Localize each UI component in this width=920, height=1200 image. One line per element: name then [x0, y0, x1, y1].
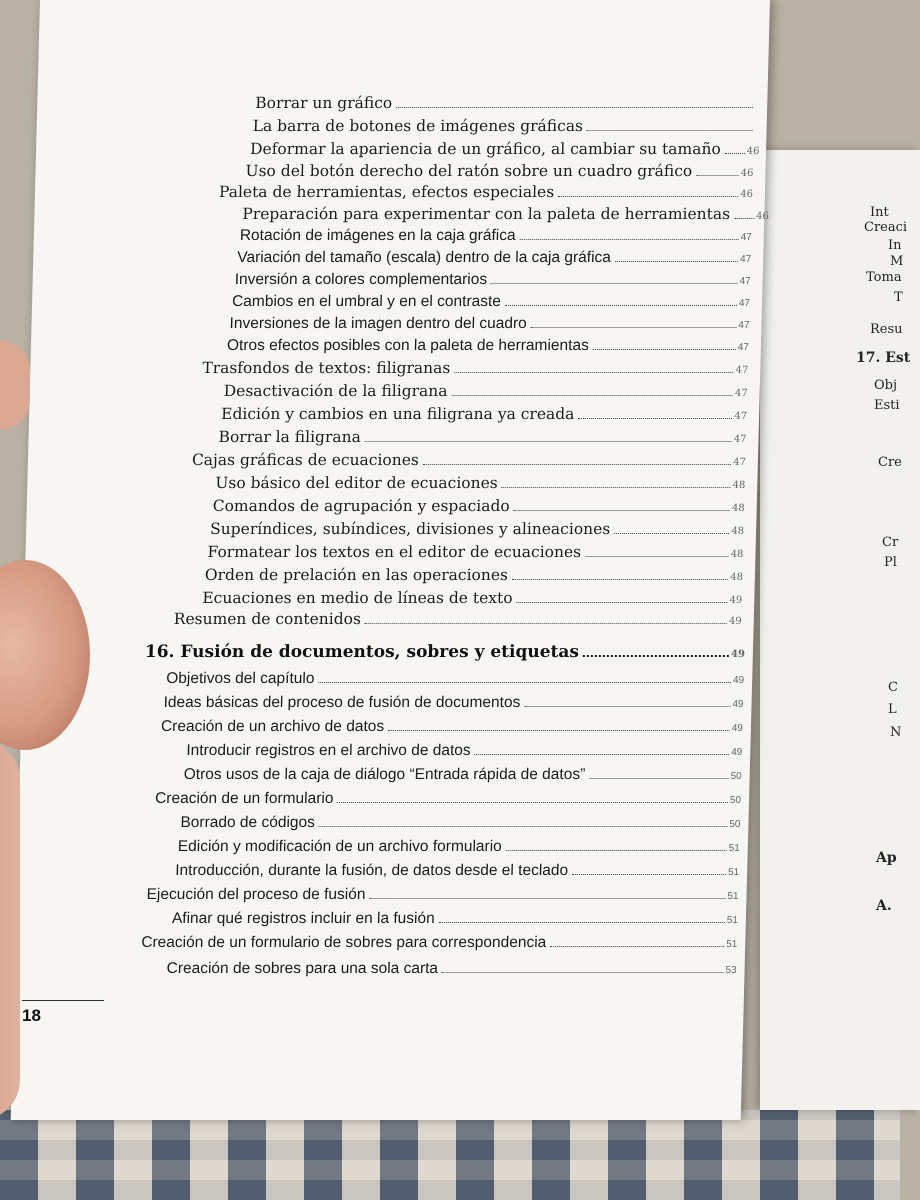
- toc-entry: Resumen de contenidos 49: [173, 610, 742, 628]
- toc-entry: La barra de botones de imágenes gráficas: [252, 117, 754, 135]
- toc-entry: Desactivación de la filigrana 47: [223, 382, 748, 400]
- finger-top: [0, 340, 30, 430]
- toc-entry: Comandos de agrupación y espaciado 48: [212, 497, 745, 515]
- toc-entry: Paleta de herramientas, efectos especiales 46: [218, 183, 754, 201]
- toc-entry: Otros usos de la caja de diálogo “Entrada rápida de datos” 50: [183, 766, 742, 783]
- thumb-base: [0, 740, 20, 1120]
- toc-entry: Creación de un formulario de sobres para correspondencia 51: [141, 934, 738, 951]
- toc-entry: Borrar un gráfico: [255, 94, 755, 112]
- toc-entry: Inversión a colores complementarios 47: [234, 271, 751, 288]
- toc-entry: Cambios en el umbral y en el contraste 47: [231, 293, 751, 310]
- page-number: 18: [22, 1006, 41, 1025]
- page-number-rule: [22, 1000, 104, 1001]
- toc-entry: Edición y cambios en una filigrana ya creada 47: [220, 405, 748, 423]
- facing-page-fragment: Obj: [874, 378, 898, 393]
- book-page: [11, 0, 770, 1120]
- toc-entry: Ejecución del proceso de fusión 51: [146, 886, 739, 903]
- toc-entry: Ecuaciones en medio de líneas de texto 49: [202, 589, 743, 607]
- toc-entry: Introducir registros en el archivo de datos 49: [186, 742, 743, 759]
- facing-page-fragment: C: [888, 680, 898, 695]
- facing-page: [760, 150, 920, 1110]
- toc-entry: Creación de un formulario 50: [154, 790, 742, 807]
- tablecloth-background: [0, 1110, 900, 1200]
- facing-page-fragment: N: [890, 725, 902, 740]
- facing-page-fragment: Resu: [870, 322, 903, 337]
- toc-entry: Cajas gráficas de ecuaciones 47: [191, 451, 747, 469]
- toc-entry: Trasfondos de textos: filigranas 47: [202, 359, 749, 377]
- toc-entry: Uso del botón derecho del ratón sobre un cuadro gráfico 46: [245, 162, 754, 180]
- chapter-heading: 16. Fusión de documentos, sobres y etiquetas 49: [144, 642, 746, 662]
- toc-entry: Objetivos del capítulo 49: [166, 670, 745, 687]
- toc-entry: Deformar la apariencia de un gráfico, al cambiar su tamaño 46: [249, 140, 760, 158]
- toc-entry: Borrar la filigrana 47: [218, 428, 747, 446]
- toc-entry: Variación del tamaño (escala) dentro de la caja gráfica 47: [237, 249, 752, 266]
- toc-entry: Rotación de imágenes en la caja gráfica 47: [239, 227, 752, 244]
- toc-entry: Creación de un archivo de datos 49: [160, 718, 744, 735]
- toc-entry: Edición y modificación de un archivo formulario 51: [177, 838, 740, 855]
- facing-page-fragment: Esti: [874, 398, 900, 413]
- facing-page-fragment: In: [888, 238, 902, 253]
- toc-entry: Afinar qué registros incluir en la fusión 51: [171, 910, 739, 927]
- toc-entry: Creación de sobres para una sola carta 53: [166, 960, 737, 977]
- toc-entry: Orden de prelación en las operaciones 48: [204, 566, 744, 584]
- facing-page-fragment: 17. Est: [856, 350, 911, 366]
- toc-entry: Preparación para experimentar con la paleta de herramientas 46: [242, 205, 769, 223]
- toc-entry: Introducción, durante la fusión, de datos desde el teclado 51: [174, 862, 740, 879]
- facing-page-fragment: Int: [870, 205, 889, 220]
- facing-page-fragment: Pl: [884, 555, 897, 570]
- facing-page-fragment: M: [890, 254, 904, 269]
- facing-page-fragment: Cr: [882, 535, 899, 550]
- toc-entry: Superíndices, subíndices, divisiones y alineaciones 48: [209, 520, 745, 538]
- facing-page-fragment: L: [888, 702, 897, 717]
- toc-entry: Ideas básicas del proceso de fusión de documentos 49: [163, 694, 744, 711]
- facing-page-fragment: A.: [876, 898, 892, 914]
- toc-entry: Inversiones de la imagen dentro del cuadro 47: [229, 315, 750, 332]
- toc-entry: Borrado de códigos 50: [180, 814, 741, 831]
- facing-page-fragment: T: [894, 290, 903, 305]
- toc-entry: Formatear los textos en el editor de ecuaciones 48: [207, 543, 744, 561]
- facing-page-fragment: Cre: [878, 455, 902, 470]
- facing-page-fragment: Ap: [876, 850, 897, 866]
- table-of-contents: [11, 0, 770, 1120]
- toc-entry: Otros efectos posibles con la paleta de herramientas 47: [226, 337, 750, 354]
- facing-page-fragment: Toma: [866, 270, 902, 285]
- facing-page-fragment: Creaci: [864, 220, 908, 235]
- toc-entry: Uso básico del editor de ecuaciones 48: [215, 474, 746, 492]
